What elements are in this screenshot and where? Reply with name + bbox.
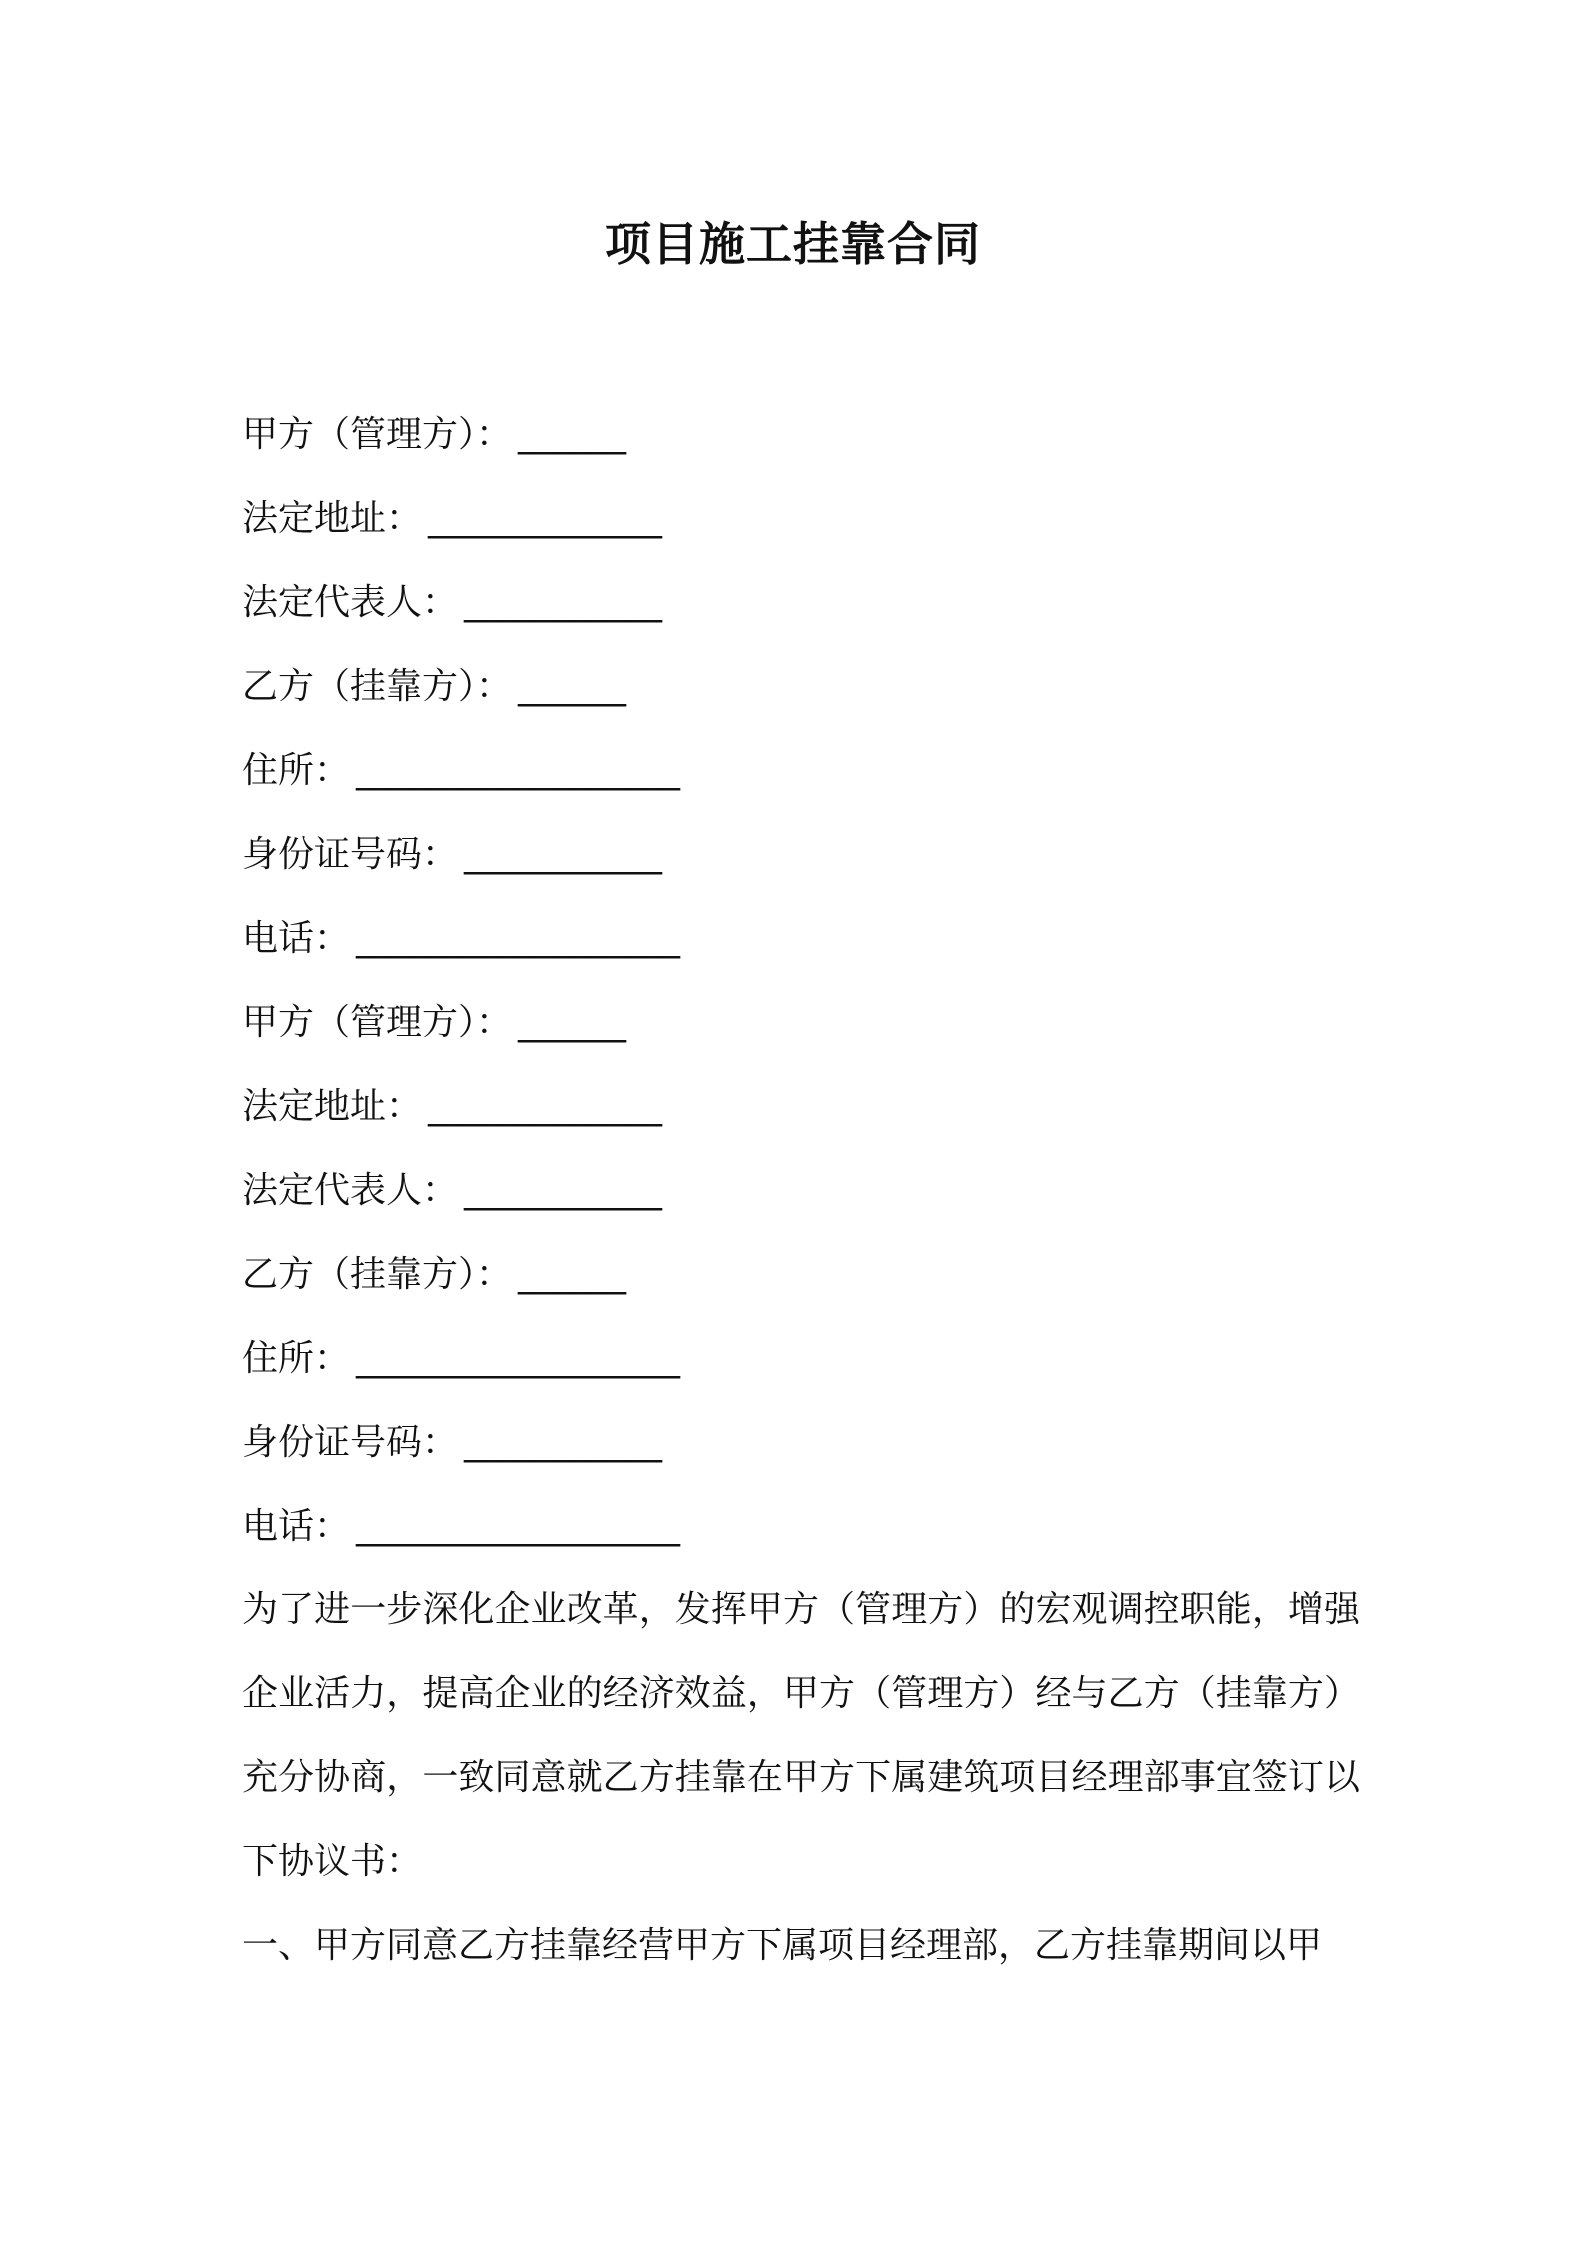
field-label: 法定代表人： xyxy=(242,582,459,623)
party-info-list xyxy=(242,405,1362,1581)
field-legal-representative xyxy=(242,573,1362,657)
field-blank: ___________ xyxy=(464,1422,663,1463)
field-label: 法定地址： xyxy=(242,498,423,539)
field-blank: ______ xyxy=(518,414,627,455)
contract-body xyxy=(242,1568,1360,1988)
field-blank: ___________ xyxy=(464,1170,663,1211)
field-blank: ______ xyxy=(518,1254,627,1295)
field-legal-address xyxy=(242,1077,1362,1161)
field-blank: ______ xyxy=(518,1002,627,1043)
field-phone xyxy=(242,909,1362,993)
field-label: 甲方（管理方）： xyxy=(242,414,513,455)
field-legal-address xyxy=(242,489,1362,573)
field-blank: ___________ xyxy=(464,582,663,623)
field-legal-representative xyxy=(242,1161,1362,1245)
field-label: 法定代表人： xyxy=(242,1170,459,1211)
clause-1-paragraph: 一、甲方同意乙方挂靠经营甲方下属项目经理部，乙方挂靠期间以甲 xyxy=(242,1925,1323,1966)
field-blank: _____________ xyxy=(428,1086,663,1127)
field-label: 电话： xyxy=(242,1506,351,1547)
field-label: 甲方（管理方）： xyxy=(242,1002,513,1043)
field-party-b xyxy=(242,1245,1362,1329)
field-blank: _____________ xyxy=(428,498,663,539)
document-title: 项目施工挂靠合同 xyxy=(605,217,981,271)
field-blank: __________________ xyxy=(356,750,681,791)
field-label: 乙方（挂靠方）： xyxy=(242,1254,513,1295)
field-label: 乙方（挂靠方）： xyxy=(242,666,513,707)
field-blank: __________________ xyxy=(356,918,681,959)
field-label: 住所： xyxy=(242,1338,351,1379)
field-party-b xyxy=(242,657,1362,741)
field-label: 电话： xyxy=(242,918,351,959)
field-blank: __________________ xyxy=(356,1506,681,1547)
field-party-a xyxy=(242,993,1362,1077)
field-residence xyxy=(242,741,1362,825)
field-label: 身份证号码： xyxy=(242,1422,459,1463)
field-label: 法定地址： xyxy=(242,1086,423,1127)
field-label: 住所： xyxy=(242,750,351,791)
field-residence xyxy=(242,1329,1362,1413)
field-id-number xyxy=(242,1413,1362,1497)
preamble-paragraph: 为了进一步深化企业改革，发挥甲方（管理方）的宏观调控职能，增强企业活力，提高企业的经济效益，甲方（管理方）经与乙方（挂靠方）充分协商，一致同意就乙方挂靠在甲方下属建筑项目经理部事宜签订以下协议书： xyxy=(242,1589,1360,1882)
field-blank: ___________ xyxy=(464,834,663,875)
field-blank: __________________ xyxy=(356,1338,681,1379)
field-party-a xyxy=(242,405,1362,489)
field-blank: ______ xyxy=(518,666,627,707)
field-label: 身份证号码： xyxy=(242,834,459,875)
field-id-number xyxy=(242,825,1362,909)
